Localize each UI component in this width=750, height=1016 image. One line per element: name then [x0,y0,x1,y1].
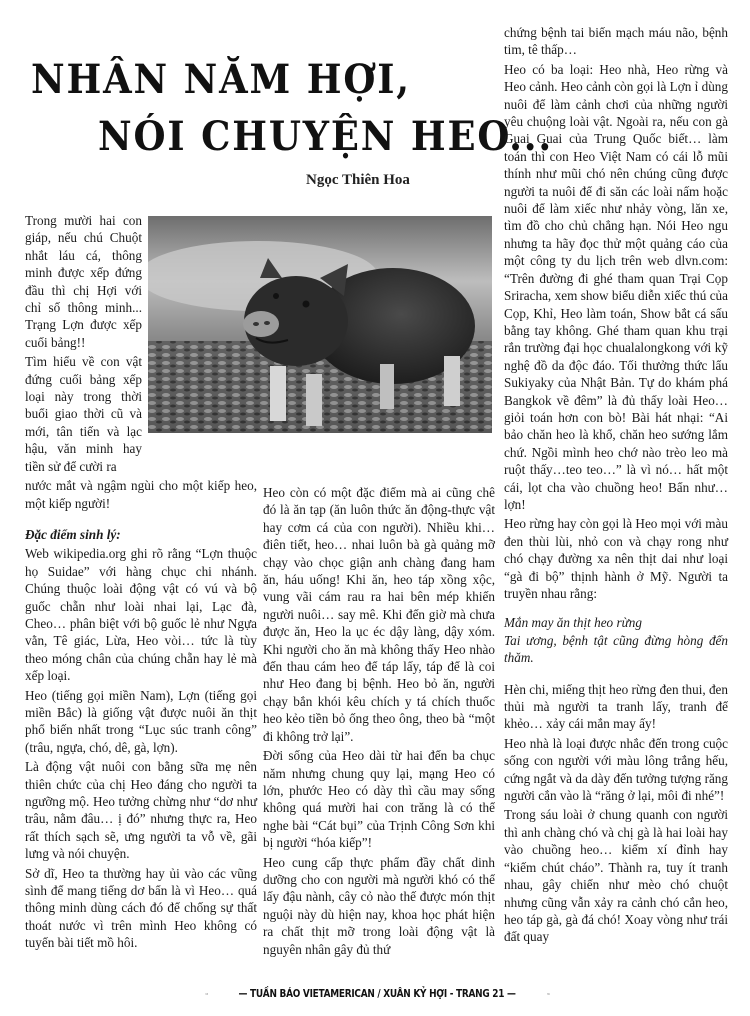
article-column-2 [263,484,495,960]
paragraph: Hèn chi, miếng thịt heo rừng đen thui, đen thủi mà người ta tranh lấy, tranh để khẻo… xảy cái mắn may ấy! [504,681,728,732]
verse-quote [504,614,728,666]
pig-icon [547,984,550,1004]
paragraph: Heo cung cấp thực phẩm đầy chất dinh dưỡng cho con người mà người khó có thể lấy đậu nành, cây cỏ nào thế được món thịt nguội này dù hiện nay, khoa học phát hiện ra chất thịt mỡ trong loài động vật là nguyên nhân gây đủ thứ [263,854,495,957]
article-title-line-1: NHÂN NĂM HỢI, [31,56,411,103]
paragraph: Heo rừng hay còn gọi là Heo mọi với màu đen thùi lùi, nhỏ con và chạy rong như chó chạy đường xa nên thịt dai như loại “gà đi bộ” thịnh hành ở Mỹ. Người ta truyền nhau rằng: [504,516,728,601]
verse-line-2: Tai ương, bệnh tật cũng đừng hòng đến thăm. [504,632,728,666]
author-byline: Ngọc Thiên Hoa [306,172,410,188]
article-title-line-2: NÓI CHUYỆN HEO... [98,113,554,160]
intro-block [25,212,142,477]
paragraph: Web wikipedia.org ghi rõ rằng “Lợn thuộc họ Suidae” với hàng chục chi nhánh. Chúng thuộc loài động vật có vú và bộ guốc chẵn như loài nhai lại, Lạc đà, Cheo… phân biệt với bộ guốc lẻ như Ngựa vằn, Tê giác, Lừa, Heo vòi… tức là tùy theo móng chân của chúng chẵn hay lẻ mà xếp loại. [25,546,257,684]
footer-text: — TUẦN BÁO VIETAMERICAN / XUÂN KỶ HỢI - TRANG 21 — [238,988,517,1000]
paragraph: Heo (tiếng gọi miền Nam), Lợn (tiếng gọi miền Bắc) là giống vật được nuôi ăn thịt phổ biến nhất trong “Lục súc tranh công” (trâu, ngựa, chó, dê, gà, lợn). [25,687,257,755]
section-heading: Đặc điểm sinh lý: [25,526,121,542]
pig-icon [205,984,208,1004]
intro-paragraph-1: Trong mười hai con giáp, nếu chú Chuột nhắt láu cá, thông minh được xếp đứng đầu thì chị Hợi với chỉ số thông minh... Trạng Lợn được xếp cuối bảng!! [25,213,142,350]
paragraph: Heo còn có một đặc điểm mà ai cũng chê đó là ăn tạp (ăn luôn thức ăn động-thực vật hay cơm cá của con người). Nhiều khi… điên tiết, heo… nhai luôn bà gà quảng mỡ chạy vào chọc giận anh chàng đang ham ăn, háu uống! Khi ăn, heo táp xồng xộc, vung vãi cám rau ra hai bên mép khiến người nuôi… say mê. Khi đến giờ mà chưa được ăn, Heo la ục éc dậy làng, dậy xóm. Khi người cho ăn mà không thấy Heo nhào đến thau cám heo để táp lấy, táp để là coi như Heo đang bị bệnh. Heo bỏ ăn, người chạy bắn khói kêu chích y tá chích thuốc heo kẻo tiền bỏ ống theo ông, theo bà “một đi không trở lại”. [263,485,495,744]
paragraph: Heo có ba loại: Heo nhà, Heo rừng và Heo cảnh. Heo cảnh còn gọi là Lợn ỉ dùng nuôi để làm cảnh chơi của những người yêu chuộng loài vật. Ngoài ra, nếu con gà Guai Guai của Trung Quốc biết… làm toán thì con Heo Việt Nam có cái lỗ mũi thính như mũi chó nên chúng cũng được người ta nuôi để đi săn các loài nấm hoặc nuôi để làm xiếc như nhảy vòng, lăn xe, tìm đồ cho chủ chẳng hạn. Nói Heo ngu nhưng ta hãy đọc thử một quảng cáo của một công ty du lịch trên web dlvn.com: “Trên đường đi ghé tham quan Trại Cọp Sriracha, xem show biểu diễn xiếc thú của Cọp, Khỉ, Heo làm toán, Show bắt cá sấu bằng tay không. Ghé tham quan khu trại rắn trường đại học chualalongkong với kỹ nghệ đồ da độc đáo. Tối thưởng thức lẩu Sukiyaky của Nhật Bản. Tự do khám phá Bangkok về đêm” là đủ thấy loài Heo… giỏi toán hơn con bò! Bài hát nhại: “Ai bảo chăn heo là khổ, chăn heo sướng lắm chứ. Ngồi mình heo chớ nào trèo leo mà ruột thấy…teo teo…” là vì nó… hất một cái, lọt cha vào chuồng heo! Bẩn như… lợn! [504,61,728,512]
verse-line-1: Mắn may ăn thịt heo rừng [504,615,642,631]
intro-paragraph-2-tail: nước mắt và ngậm ngùi cho một kiếp heo, một kiếp người! [25,478,257,511]
paragraph: chứng bệnh tai biến mạch máu não, bệnh tim, tê thấp… [504,25,728,58]
page-footer [205,984,550,1004]
paragraph: Sở dĩ, Heo ta thường hay ủi vào các vũng sình để mang tiếng dơ bẩn là vì Heo… quá thông minh dùng cách đó để chống sự thất thoát nước vì trên mình Heo không có tuyến bài tiết mồ hôi. [25,865,257,951]
paragraph: Heo nhà là loại được nhắc đến trong cuộc sống con người với màu lông trắng hếu, cứng ngắt và da dày đến tưởng tượng răng người cắn vào là “răng ở lại, môi đi nhé”! [504,735,728,804]
article-column-3 [504,24,728,948]
paragraph: Trong sáu loài ở chung quanh con người thì anh chàng chó và chị gà là hai loài hay vào chuồng heo… kiếm xí đỉnh hay “kiếm chút cháo”. Thành ra, tuy ít tranh nhau, gây chiến như mèo chó chuột nhưng cũng vẫn xảy ra cảnh chó cắn heo, heo táp gà, gà đá chó! Xoay vòng như trái đất quay [504,807,728,945]
intro-paragraph-2: Tìm hiểu về con vật đứng cuối bảng xếp loại này trong thời buổi giao thời cũ và mới, tân tiến và lạc hậu, văn minh hay tiền sử để cười ra [25,354,142,474]
article-column-1 [25,212,257,954]
paragraph: Là động vật nuôi con bằng sữa mẹ nên thiên chức của chị Heo đáng cho người ta ngưỡng mộ. Heo tưởng chừng như “dơ như trâu, nằm đâu… ị đó” nhưng thực ra, Heo rất thích sạch sẽ, ưng người ta vỗ về, gãi lưng và nói chuyện. [25,759,257,862]
paragraph: Đời sống của Heo dài từ hai đến ba chục năm nhưng chung quy lại, mạng Heo có lớn, phước Heo có dày thì cầu may sống không quá mười hai con trăng là có thể nghe bài “Cát bụi” của Trịnh Công Sơn khi bị người “hóa kiếp”! [263,748,495,851]
